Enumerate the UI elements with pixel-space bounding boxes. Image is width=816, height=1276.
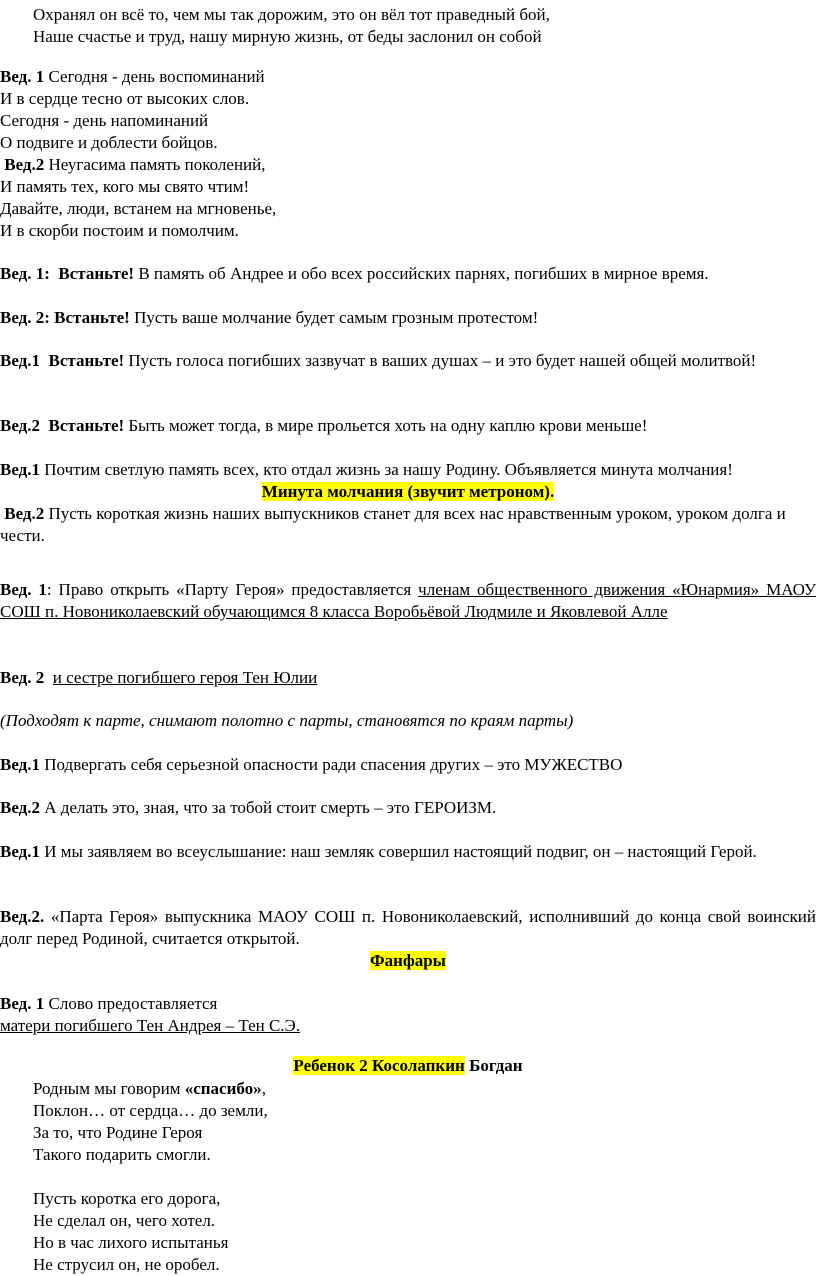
courage-paragraph: Вед.1 И мы заявляем во всеуслышание: наш земляк совершил настоящий подвиг, он – настоящий Герой. (0, 842, 757, 861)
poem-line: Не сделал он, чего хотел. (33, 1211, 216, 1230)
minute-highlight: Минута молчания (звучит метроном). (261, 482, 555, 501)
minute-paragraph: Вед.1 Почтим светлую память всех, кто отдал жизнь за нашу Родину. Объявляется минута молчания! (0, 460, 733, 479)
poem-line: Поклон… от сердца… до земли, (33, 1101, 268, 1120)
child-highlight: Ребенок 2 Косолапкин (293, 1056, 465, 1075)
poem-line: Пусть коротка его дорога, (33, 1189, 221, 1208)
stand-paragraph: Вед.1 Встаньте! Пусть голоса погибших зазвучат в ваших душах – и это будет нашей общей молитвой! (0, 351, 757, 370)
stand-paragraph: Вед. 2: Встаньте! Пусть ваше молчание будет самым грозным протестом! (0, 308, 539, 327)
poem-line: Сегодня - день напоминаний (0, 111, 209, 130)
poem-line: Но в час лихого испытанья (33, 1233, 229, 1252)
speaker-label: Вед.2 (4, 155, 45, 174)
party-declared-block (0, 906, 816, 972)
fanfare-highlight: Фанфары (370, 951, 446, 970)
mother-block: Вед. 1 Слово предоставляется матери погибшего Тен Андрея – Тен С.Э. (0, 994, 301, 1035)
poem-line: Такого подарить смогли. (33, 1145, 211, 1164)
poem-line: Вед. 1 Сегодня - день воспоминаний (0, 67, 265, 86)
poem-2 (0, 1078, 816, 1276)
courage-paragraph: Вед.2 А делать это, зная, что за тобой стоит смерть – это ГЕРОИЗМ. (0, 798, 497, 817)
fanfare-line (0, 950, 816, 972)
party-open-paragraph: Вед. 1: Право открыть «Парту Героя» предоставляется членам общественного движения «Юнармия» МАОУ СОШ п. Новониколаевский обучающимся 8 класса Воробьёвой Людмиле и Яковлевой Алле (0, 580, 816, 621)
stand-paragraph: Вед. 1: Встаньте! В память об Андрее и обо всех российских парнях, погибших в мирное время. (0, 264, 709, 283)
stand-paragraph: Вед.2 Встаньте! Быть может тогда, в мире прольется хоть на одну каплю крови меньше! (0, 416, 648, 435)
poem-line: О подвиге и доблести бойцов. (0, 133, 218, 152)
poem-line: Не струсил он, не оробел. (33, 1255, 220, 1274)
lesson-paragraph: Вед.2 Пусть короткая жизнь наших выпускников станет для всех нас нравственным уроком, уроком долга и чести. (0, 504, 786, 545)
poem-line: И память тех, кого мы свято чтим! (0, 177, 250, 196)
poem-1 (0, 66, 816, 242)
courage-paragraph: Вед.1 Подвергать себя серьезной опасности ради спасения других – это МУЖЕСТВО (0, 755, 623, 774)
intro-line: Охранял он всё то, чем мы так дорожим, это он вёл тот праведный бой, (33, 5, 550, 24)
poem-line: И в сердце тесно от высоких слов. (0, 89, 250, 108)
underlined-names: членам общественного движения «Юнармия» МАОУ СОШ п. Новониколаевский обучающимся 8 класса Воробьёвой Людмиле и Яковлевой Алле (0, 580, 816, 621)
poem-line: Вед.2 Неугасима память поколений, (4, 155, 266, 174)
child-speaker-line: Ребенок 2 Косолапкин Богдан (293, 1056, 523, 1075)
minute-highlight-line (0, 481, 816, 503)
poem-line: За то, что Родине Героя (33, 1123, 203, 1142)
minute-block (0, 459, 816, 547)
poem-line: Родным мы говорим «спасибо», (33, 1079, 266, 1098)
courage-paragraph: Вед.2. «Парта Героя» выпускника МАОУ СОШ п. Новониколаевский, исполнивший до конца свой воинский долг перед Родиной, считается открытой. (0, 907, 816, 948)
intro-line: Наше счастье и труд, нашу мирную жизнь, от беды заслонил он собой (33, 27, 542, 46)
sister-paragraph: Вед. 2 и сестре погибшего героя Тен Юлии (0, 668, 318, 687)
poem-line: Давайте, люди, встанем на мгновенье, (0, 199, 277, 218)
stage-direction: (Подходят к парте, снимают полотно с парты, становятся по краям парты) (0, 711, 574, 730)
intro-block (0, 4, 816, 48)
speaker-label: Вед. 1 (0, 67, 45, 86)
poem-line: И в скорби постоим и помолчим. (0, 221, 239, 240)
